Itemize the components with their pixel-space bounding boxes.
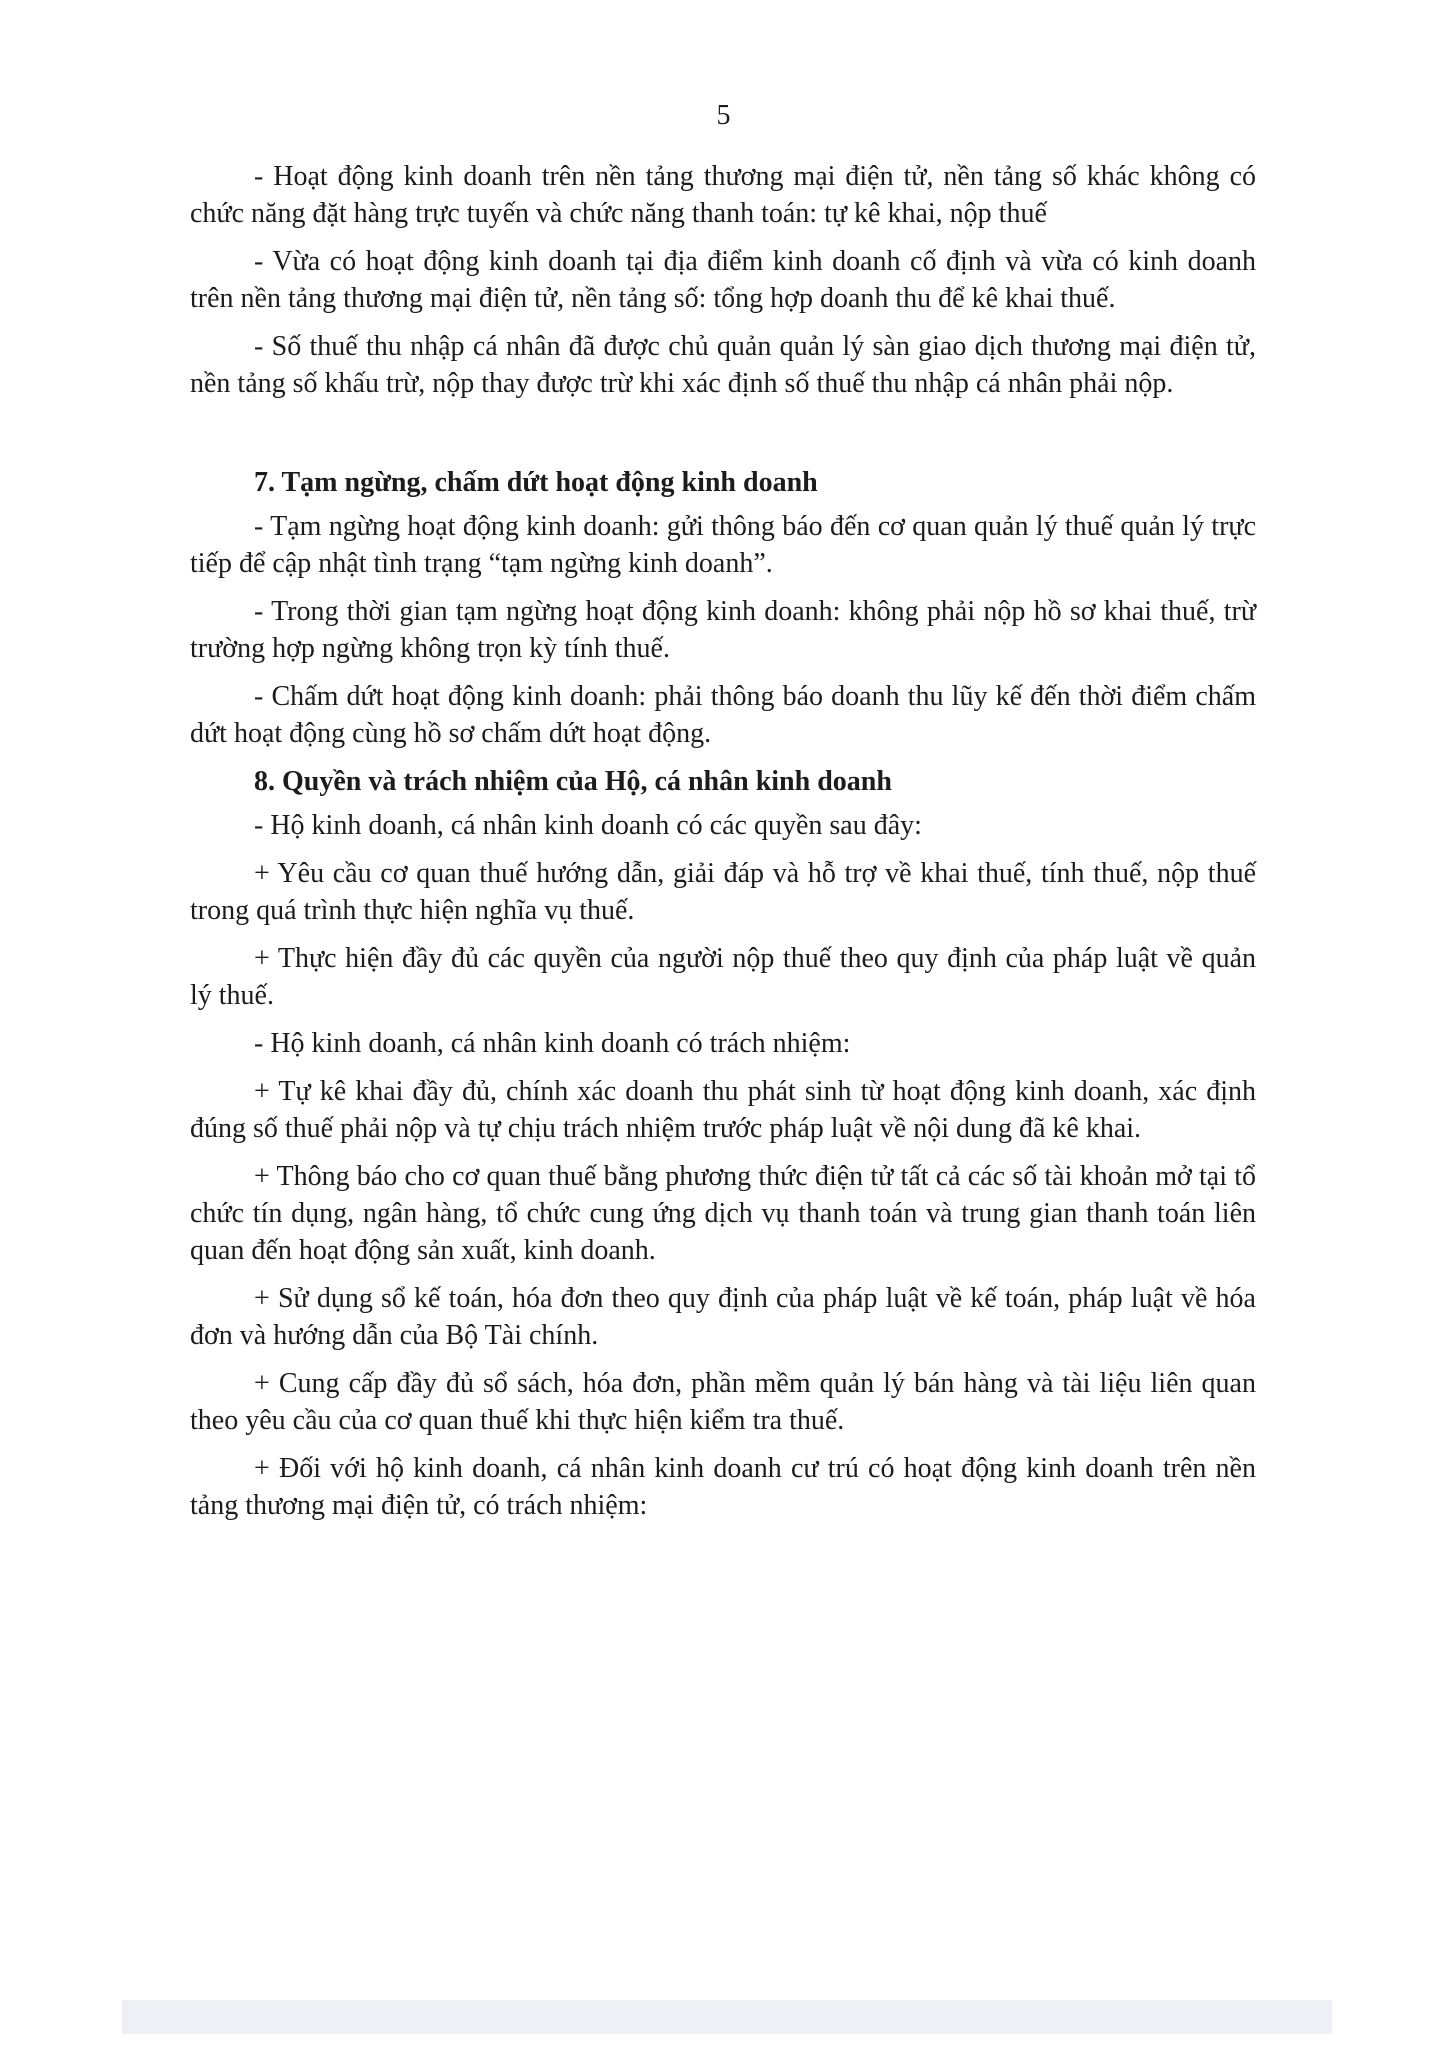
paragraph: - Hộ kinh doanh, cá nhân kinh doanh có trách nhiệm: — [254, 1028, 851, 1059]
paragraph: + Sử dụng sổ kế toán, hóa đơn theo quy định của pháp luật về kế toán, pháp luật về hóa đơn và hướng dẫn của Bộ Tài chính. — [190, 1283, 1256, 1351]
section-heading-8: 8. Quyền và trách nhiệm của Hộ, cá nhân kinh doanh — [254, 766, 892, 797]
page-number: 5 — [716, 100, 731, 131]
paragraph: - Tạm ngừng hoạt động kinh doanh: gửi thông báo đến cơ quan quản lý thuế quản lý trực tiếp để cập nhật tình trạng “tạm ngừng kinh doanh”. — [190, 511, 1256, 579]
paragraph: + Yêu cầu cơ quan thuế hướng dẫn, giải đáp và hỗ trợ về khai thuế, tính thuế, nộp thuế trong quá trình thực hiện nghĩa vụ thuế. — [190, 858, 1256, 926]
paragraph: + Tự kê khai đầy đủ, chính xác doanh thu phát sinh từ hoạt động kinh doanh, xác định đúng số thuế phải nộp và tự chịu trách nhiệm trước pháp luật về nội dung đã kê khai. — [190, 1076, 1256, 1144]
page-bottom-strip — [122, 2000, 1332, 2034]
paragraph: - Trong thời gian tạm ngừng hoạt động kinh doanh: không phải nộp hồ sơ khai thuế, trừ trường hợp ngừng không trọn kỳ tính thuế. — [190, 596, 1256, 664]
section-heading-7: 7. Tạm ngừng, chấm dứt hoạt động kinh doanh — [254, 467, 818, 498]
paragraph: + Cung cấp đầy đủ sổ sách, hóa đơn, phần mềm quản lý bán hàng và tài liệu liên quan theo yêu cầu của cơ quan thuế khi thực hiện kiểm tra thuế. — [190, 1368, 1256, 1436]
paragraph: + Thực hiện đầy đủ các quyền của người nộp thuế theo quy định của pháp luật về quản lý thuế. — [190, 943, 1256, 1011]
paragraph: - Hộ kinh doanh, cá nhân kinh doanh có các quyền sau đây: — [254, 810, 922, 841]
paragraph: - Chấm dứt hoạt động kinh doanh: phải thông báo doanh thu lũy kế đến thời điểm chấm dứt hoạt động cùng hồ sơ chấm dứt hoạt động. — [190, 681, 1256, 749]
paragraph: - Hoạt động kinh doanh trên nền tảng thương mại điện tử, nền tảng số khác không có chức năng đặt hàng trực tuyến và chức năng thanh toán: tự kê khai, nộp thuế — [190, 161, 1256, 229]
page-body — [190, 158, 1256, 1535]
paragraph: - Số thuế thu nhập cá nhân đã được chủ quản quản lý sàn giao dịch thương mại điện tử, nền tảng số khấu trừ, nộp thay được trừ khi xác định số thuế thu nhập cá nhân phải nộp. — [190, 331, 1256, 399]
paragraph: - Vừa có hoạt động kinh doanh tại địa điểm kinh doanh cố định và vừa có kinh doanh trên nền tảng thương mại điện tử, nền tảng số: tổng hợp doanh thu để kê khai thuế. — [190, 246, 1256, 314]
paragraph: + Đối với hộ kinh doanh, cá nhân kinh doanh cư trú có hoạt động kinh doanh trên nền tảng thương mại điện tử, có trách nhiệm: — [190, 1453, 1256, 1521]
paragraph: + Thông báo cho cơ quan thuế bằng phương thức điện tử tất cả các số tài khoản mở tại tổ chức tín dụng, ngân hàng, tổ chức cung ứng dịch vụ thanh toán và trung gian thanh toán liên quan đến hoạt động sản xuất, kinh doanh. — [190, 1161, 1256, 1266]
